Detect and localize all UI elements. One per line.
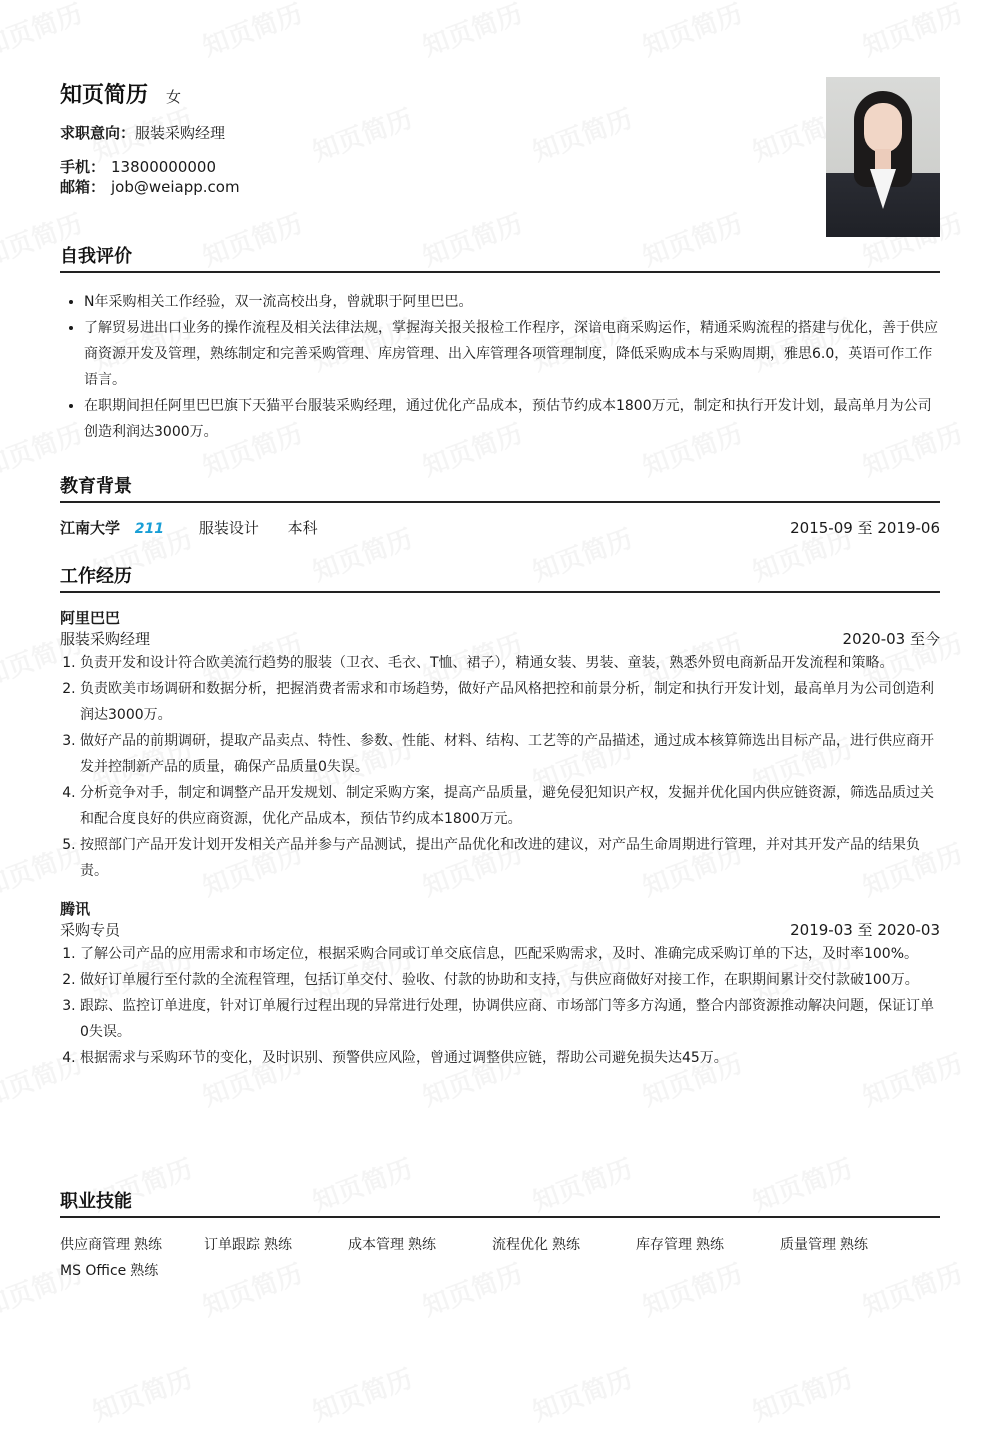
list-item: • N年采购相关工作经验，双一流高校出身，曾就职于阿里巴巴。 (84, 289, 940, 315)
skill-item (204, 1232, 348, 1258)
job-date: 2020-03 至今 (842, 630, 940, 648)
section-work-experience (60, 562, 940, 1071)
list-item: 4. 根据需求与采购环节的变化，及时识别、预警供应风险，曾通过调整供应链，帮助公司避免损失达45万。 (80, 1045, 940, 1071)
list-item: 3. 做好产品的前期调研，提取产品卖点、特性、参数、性能、材料、结构、工艺等的产品描述，通过成本核算筛选出目标产品，进行供应商开发并控制新产品的质量，确保产品质量0失误。 (80, 728, 940, 780)
job-role: 服装采购经理 (60, 630, 151, 648)
phone-value: 13800000000 (111, 158, 216, 176)
job-intent-value: 服装采购经理 (135, 124, 226, 142)
school-tag-badge: 211 (134, 521, 165, 537)
skill-item (492, 1232, 636, 1258)
list-item: • 在职期间担任阿里巴巴旗下天猫平台服装采购经理，通过优化产品成本，预估节约成本1800万元，制定和执行开发计划，最高单月为公司创造利润达3000万。 (84, 393, 940, 445)
skill-name: 供应商管理 (60, 1237, 130, 1253)
skill-level: 熟练 (408, 1237, 436, 1253)
watermark-text (87, 1358, 197, 1428)
section-title: 工作经历 (60, 562, 940, 593)
list-item: 4. 分析竞争对手，制定和调整产品开发规划、制定采购方案，提高产品质量，避免侵犯知识产权，发掘并优化国内供应链资源，筛选品质过关和配合度良好的供应商资源，优化产品成本，预估节约成本1800万元。 (80, 780, 940, 832)
role-row (60, 919, 940, 941)
section-title: 教育背景 (60, 472, 940, 503)
skill-level: 熟练 (552, 1237, 580, 1253)
watermark-text (307, 98, 417, 168)
candidate-name: 知页简历 (60, 83, 149, 108)
skill-item (780, 1232, 924, 1258)
skill-name: 库存管理 (636, 1237, 692, 1253)
section-education (60, 472, 940, 543)
job-intent-label: 求职意向： (60, 124, 136, 142)
skill-name: 流程优化 (492, 1237, 548, 1253)
watermark-text (0, 0, 87, 64)
watermark-text (637, 0, 747, 64)
skill-item (60, 1232, 204, 1258)
job-date: 2019-03 至 2020-03 (790, 921, 940, 939)
watermark-text (527, 1358, 637, 1428)
section-title: 自我评价 (60, 242, 940, 273)
watermark-text (417, 0, 527, 64)
watermark-text (307, 1358, 417, 1428)
skill-name: MS Office (60, 1263, 127, 1279)
skill-item (636, 1232, 780, 1258)
list-item: 3. 跟踪、监控订单进度，针对订单履行过程出现的异常进行处理，协调供应商、市场部门等多方沟通，整合内部资源推动解决问题，保证订单0失误。 (80, 993, 940, 1045)
list-item: 1. 负责开发和设计符合欧美流行趋势的服装（卫衣、毛衣、T恤、裙子），精通女装、男装、童装，熟悉外贸电商新品开发流程和策略。 (80, 650, 940, 676)
candidate-gender: 女 (166, 88, 182, 106)
role-row (60, 628, 940, 650)
skill-name: 质量管理 (780, 1237, 836, 1253)
self-eval-list (60, 289, 940, 445)
email-value: job@weiapp.com (111, 178, 240, 196)
list-item: 2. 负责欧美市场调研和数据分析，把握消费者需求和市场趋势，做好产品风格把控和前景分析，制定和执行开发计划，最高单月为公司创造利润达3000万。 (80, 676, 940, 728)
phone-label: 手机： (60, 158, 106, 176)
school-name: 江南大学 (60, 519, 121, 537)
list-item: 1. 了解公司产品的应用需求和市场定位，根据采购合同或订单交底信息，匹配采购需求，及时、准确完成采购订单的下达，及时率100%。 (80, 941, 940, 967)
skill-name: 订单跟踪 (204, 1237, 260, 1253)
skill-level: 熟练 (134, 1237, 162, 1253)
name-row (60, 78, 181, 109)
email-label: 邮箱： (60, 178, 106, 196)
education-entry (60, 517, 940, 543)
job-intent (60, 122, 225, 143)
job-duties-list (60, 941, 940, 1071)
section-title: 职业技能 (60, 1187, 940, 1218)
section-self-evaluation (60, 242, 940, 445)
skill-level: 熟练 (264, 1237, 292, 1253)
watermark-text (527, 98, 637, 168)
list-item: 2. 做好订单履行至付款的全流程管理，包括订单交付、验收、付款的协助和支持，与供应商做好对接工作，在职期间累计交付款破100万。 (80, 967, 940, 993)
watermark-text (747, 1358, 857, 1428)
job-role: 采购专员 (60, 921, 121, 939)
list-item: 5. 按照部门产品开发计划开发相关产品并参与产品测试，提出产品优化和改进的建议，对产品生命周期进行管理，并对其开发产品的结果负责。 (80, 832, 940, 884)
skill-name: 成本管理 (348, 1237, 404, 1253)
degree: 本科 (287, 519, 318, 537)
major: 服装设计 (198, 519, 259, 537)
job-duties-list (60, 650, 940, 884)
watermark-text (197, 0, 307, 64)
watermark-text (857, 0, 967, 64)
profile-photo (826, 77, 940, 237)
skill-level: 熟练 (696, 1237, 724, 1253)
skill-level: 熟练 (130, 1263, 159, 1279)
phone-row (60, 157, 216, 177)
section-skills (60, 1187, 940, 1284)
email-row (60, 177, 240, 197)
education-date: 2015-09 至 2019-06 (790, 519, 940, 537)
company-name: 腾讯 (60, 900, 91, 918)
skills-list (60, 1232, 940, 1284)
skill-level: 熟练 (840, 1237, 868, 1253)
skill-item (60, 1258, 204, 1284)
skill-item (348, 1232, 492, 1258)
list-item: • 了解贸易进出口业务的操作流程及相关法律法规，掌握海关报关报检工作程序，深谙电商采购运作，精通采购流程的搭建与优化，善于供应商资源开发及管理，熟练制定和完善采购管理、库房管理、出入库管理各项管理制度，降低采购成本与采购周期，雅思6.0，英语可作工作语言。 (84, 315, 940, 393)
company-name: 阿里巴巴 (60, 609, 121, 627)
